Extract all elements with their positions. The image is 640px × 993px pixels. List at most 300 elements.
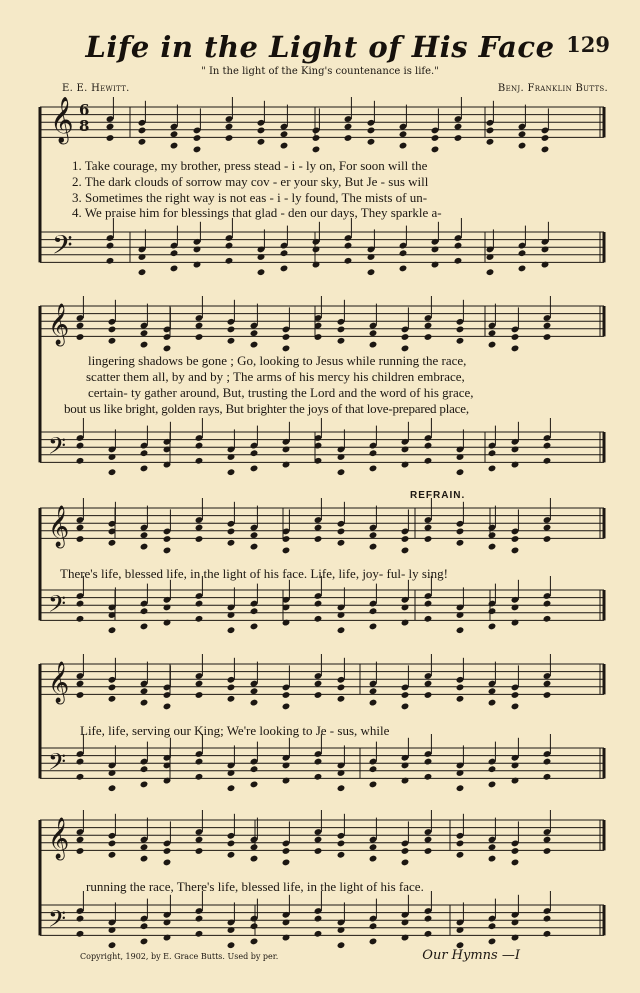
refrain-label: REFRAIN. [410, 490, 466, 501]
note-head [250, 449, 259, 457]
note-head [488, 922, 497, 930]
note-head [312, 134, 321, 142]
note-head [488, 938, 497, 946]
note-head [541, 146, 550, 154]
treble-clef-icon: 𝄞 [48, 662, 70, 703]
note-head [488, 543, 497, 551]
note-head [227, 626, 236, 634]
note-head [486, 268, 495, 276]
note-head [543, 600, 552, 608]
note-head [282, 547, 291, 555]
note-head [543, 535, 552, 543]
note-head [76, 847, 85, 855]
note-head [369, 765, 378, 773]
note-head [282, 847, 291, 855]
refrain-line-1: There's life, blessed life, in the light of his face. Life, life, joy- ful- ly sing! [60, 566, 448, 581]
note-head [76, 333, 85, 341]
note-head [193, 146, 202, 154]
note-head [108, 769, 117, 777]
note-head [401, 691, 410, 699]
note-head [456, 468, 465, 476]
note-head [456, 539, 465, 547]
note-head [488, 623, 497, 631]
note-head [543, 442, 552, 450]
note-head [163, 859, 172, 867]
note-head [195, 535, 204, 543]
note-head [312, 246, 321, 254]
note-head [195, 457, 204, 465]
note-head [282, 446, 291, 454]
note-head [486, 253, 495, 261]
note-head [424, 773, 433, 781]
note-head [488, 465, 497, 473]
note-head [543, 758, 552, 766]
note-head [314, 600, 323, 608]
note-head [227, 784, 236, 792]
note-head [257, 138, 266, 146]
note-head [401, 703, 410, 711]
note-head [456, 611, 465, 619]
note-head [227, 539, 236, 547]
treble-clef-icon: 𝄞 [50, 97, 74, 143]
note-head [488, 699, 497, 707]
note-head [401, 777, 410, 785]
refrain-line-2: Life, life, serving our King; We're looking to Je - sus, while [80, 723, 390, 738]
note-head [518, 265, 527, 273]
note-head [193, 134, 202, 142]
note-head [227, 695, 236, 703]
note-head [108, 851, 117, 859]
note-head [163, 703, 172, 711]
note-head [344, 242, 353, 250]
note-head [456, 784, 465, 792]
note-head [108, 326, 117, 334]
note-head [401, 604, 410, 612]
note-head [163, 619, 172, 627]
note-head [108, 626, 117, 634]
note-head [280, 265, 289, 273]
note-head [227, 941, 236, 949]
note-head [543, 930, 552, 938]
note-head [424, 615, 433, 623]
note-head [456, 695, 465, 703]
note-head [108, 539, 117, 547]
verse-3-line-1: 3. Sometimes the right way is not eas - i - ly found, The mists of un- [72, 190, 428, 205]
note-head [367, 138, 376, 146]
note-head [108, 468, 117, 476]
note-head [257, 268, 266, 276]
note-head [140, 543, 149, 551]
verse-1-line-2: lingering shadows be gone ; Go, looking to Jesus while running the race, [88, 353, 467, 368]
note-head [76, 615, 85, 623]
note-head [369, 781, 378, 789]
note-head [227, 453, 236, 461]
note-head [108, 840, 117, 848]
note-head [314, 773, 323, 781]
note-head [337, 784, 346, 792]
page-number: 129 [566, 32, 610, 57]
note-head [314, 915, 323, 923]
note-head [140, 465, 149, 473]
note-head [138, 127, 147, 135]
note-head [511, 919, 520, 927]
note-head [108, 337, 117, 345]
note-head [282, 703, 291, 711]
note-head [108, 453, 117, 461]
note-head [337, 337, 346, 345]
note-head [399, 265, 408, 273]
note-head [314, 535, 323, 543]
note-head [225, 134, 234, 142]
note-head [227, 926, 236, 934]
note-head [140, 449, 149, 457]
note-head [541, 134, 550, 142]
note-head [140, 341, 149, 349]
bass-clef-icon: 𝄢 [48, 905, 67, 938]
note-head [282, 859, 291, 867]
note-head [337, 528, 346, 536]
note-head [511, 691, 520, 699]
bass-clef-icon: 𝄢 [48, 590, 67, 623]
note-head [488, 341, 497, 349]
note-head [250, 465, 259, 473]
note-head [138, 268, 147, 276]
note-head [163, 604, 172, 612]
note-head [424, 930, 433, 938]
note-head [454, 134, 463, 142]
note-head [543, 915, 552, 923]
note-head [456, 528, 465, 536]
note-head [195, 758, 204, 766]
note-head [337, 626, 346, 634]
note-head [401, 446, 410, 454]
note-head [76, 691, 85, 699]
note-head [227, 468, 236, 476]
note-head [282, 934, 291, 942]
note-head [282, 345, 291, 353]
note-head [195, 615, 204, 623]
note-head [337, 769, 346, 777]
note-head [369, 465, 378, 473]
bass-clef-icon: 𝄢 [48, 432, 67, 465]
note-head [456, 769, 465, 777]
note-head [140, 938, 149, 946]
note-head [76, 442, 85, 450]
note-head [511, 547, 520, 555]
note-head [140, 855, 149, 863]
note-head [511, 762, 520, 770]
note-head [314, 615, 323, 623]
note-head [250, 623, 259, 631]
note-head [369, 938, 378, 946]
note-head [257, 253, 266, 261]
note-head [456, 851, 465, 859]
note-head [337, 926, 346, 934]
note-head [227, 684, 236, 692]
note-head [140, 922, 149, 930]
treble-clef-icon: 𝄞 [48, 304, 70, 345]
note-head [227, 326, 236, 334]
note-head [138, 253, 147, 261]
note-head [488, 781, 497, 789]
note-head [170, 249, 179, 257]
note-head [541, 261, 550, 269]
note-head [431, 246, 440, 254]
note-head [195, 333, 204, 341]
note-head [399, 249, 408, 257]
hymn-title: Life in the Light of His Face [85, 30, 555, 64]
note-head [312, 261, 321, 269]
note-head [511, 619, 520, 627]
note-head [280, 142, 289, 150]
note-head [76, 930, 85, 938]
note-head [170, 265, 179, 273]
note-head [431, 261, 440, 269]
note-head [401, 762, 410, 770]
composer-credit: Benj. Franklin Butts. [497, 83, 608, 94]
note-head [456, 337, 465, 345]
note-head [518, 249, 527, 257]
note-head [401, 345, 410, 353]
note-head [140, 623, 149, 631]
note-head [195, 773, 204, 781]
note-head [140, 699, 149, 707]
note-head [424, 600, 433, 608]
note-head [456, 326, 465, 334]
note-head [282, 691, 291, 699]
note-head [337, 326, 346, 334]
note-head [227, 851, 236, 859]
note-head [314, 847, 323, 855]
note-head [250, 781, 259, 789]
verse-2-line-2: scatter them all, by and by ; The arms of his mercy his children embrace, [86, 369, 465, 384]
note-head [195, 442, 204, 450]
bass-clef-icon: 𝄢 [48, 748, 67, 781]
note-head [195, 930, 204, 938]
note-head [511, 859, 520, 867]
note-head [401, 333, 410, 341]
note-head [337, 684, 346, 692]
note-head [424, 535, 433, 543]
note-head [401, 619, 410, 627]
note-head [193, 246, 202, 254]
note-head [488, 855, 497, 863]
note-head [195, 691, 204, 699]
note-head [250, 765, 259, 773]
note-head [106, 257, 115, 265]
note-head [76, 758, 85, 766]
note-head [337, 539, 346, 547]
note-head [424, 442, 433, 450]
note-head [250, 938, 259, 946]
bass-clef-icon: 𝄢 [52, 229, 73, 267]
note-head [399, 142, 408, 150]
note-head [401, 859, 410, 867]
note-head [511, 934, 520, 942]
note-head [456, 626, 465, 634]
note-head [337, 468, 346, 476]
note-head [511, 604, 520, 612]
note-head [488, 765, 497, 773]
note-head [424, 758, 433, 766]
note-head [511, 333, 520, 341]
note-head [337, 941, 346, 949]
note-head [280, 249, 289, 257]
note-head [424, 847, 433, 855]
note-head [282, 777, 291, 785]
note-head [163, 847, 172, 855]
note-head [250, 922, 259, 930]
note-head [511, 345, 520, 353]
note-head [193, 261, 202, 269]
note-head [76, 773, 85, 781]
note-head [337, 840, 346, 848]
note-head [227, 528, 236, 536]
note-head [108, 684, 117, 692]
note-head [401, 547, 410, 555]
note-head [369, 855, 378, 863]
note-head [369, 699, 378, 707]
note-head [424, 457, 433, 465]
note-head [337, 851, 346, 859]
note-head [170, 142, 179, 150]
note-head [454, 242, 463, 250]
verse-4-line-1: 4. We praise him for blessings that glad - den our days, They sparkle a- [72, 205, 442, 220]
note-head [369, 341, 378, 349]
note-head [225, 242, 234, 250]
note-head [250, 543, 259, 551]
note-head [401, 934, 410, 942]
verse-2-line-1: 2. The dark clouds of sorrow may cov - er your sky, But Je - sus will [72, 174, 429, 189]
note-head [369, 543, 378, 551]
note-head [312, 146, 321, 154]
note-head [314, 758, 323, 766]
note-head [108, 695, 117, 703]
note-head [163, 547, 172, 555]
note-head [511, 535, 520, 543]
note-head [282, 461, 291, 469]
note-head [227, 337, 236, 345]
note-head [314, 691, 323, 699]
treble-clef-icon: 𝄞 [48, 506, 70, 547]
note-head [488, 449, 497, 457]
note-head [250, 607, 259, 615]
note-head [195, 847, 204, 855]
note-head [106, 134, 115, 142]
note-head [250, 855, 259, 863]
note-head [337, 611, 346, 619]
lyricist-credit: E. E. Hewitt. [62, 83, 130, 94]
note-head [456, 684, 465, 692]
note-head [401, 535, 410, 543]
note-head [163, 535, 172, 543]
note-head [431, 134, 440, 142]
note-head [456, 840, 465, 848]
note-head [369, 449, 378, 457]
book-reference: Our Hymns —I [422, 948, 520, 963]
note-head [511, 461, 520, 469]
note-head [543, 333, 552, 341]
note-head [227, 611, 236, 619]
note-head [511, 703, 520, 711]
note-head [225, 257, 234, 265]
note-head [518, 142, 527, 150]
note-head [250, 341, 259, 349]
note-head [140, 765, 149, 773]
note-head [369, 922, 378, 930]
note-head [227, 769, 236, 777]
note-head [282, 762, 291, 770]
note-head [511, 777, 520, 785]
note-head [486, 127, 495, 135]
note-head [543, 457, 552, 465]
note-head [163, 919, 172, 927]
note-head [250, 699, 259, 707]
verse-1-line-1: 1. Take courage, my brother, press stead - i - ly on, For soon will the [72, 158, 428, 173]
time-signature-bottom: 8 [79, 117, 90, 135]
note-head [282, 333, 291, 341]
note-head [140, 781, 149, 789]
verse-4-line-2: bout us like bright, golden rays, But brighter the joys of that love-prepared place, [64, 401, 469, 416]
note-head [195, 915, 204, 923]
note-head [337, 695, 346, 703]
note-head [108, 941, 117, 949]
note-head [543, 615, 552, 623]
note-head [195, 600, 204, 608]
note-head [367, 253, 376, 261]
copyright-notice: Copyright, 1902, by E. Grace Butts. Used by per. [80, 952, 279, 961]
epigraph: " In the light of the King's countenance is life." [201, 66, 439, 77]
note-head [76, 535, 85, 543]
note-head [76, 457, 85, 465]
note-head [344, 134, 353, 142]
note-head [76, 915, 85, 923]
note-head [369, 623, 378, 631]
treble-clef-icon: 𝄞 [48, 818, 70, 859]
note-head [163, 934, 172, 942]
note-head [543, 773, 552, 781]
note-head [424, 915, 433, 923]
note-head [108, 784, 117, 792]
note-head [76, 600, 85, 608]
time-signature-top: 6 [79, 101, 90, 119]
note-head [511, 446, 520, 454]
note-head [369, 607, 378, 615]
note-head [344, 257, 353, 265]
note-head [401, 847, 410, 855]
note-head [543, 691, 552, 699]
note-head [456, 926, 465, 934]
note-head [314, 930, 323, 938]
refrain-line-3: running the race, There's life, blessed life, in the light of his face. [86, 879, 424, 894]
note-head [486, 138, 495, 146]
note-head [431, 146, 440, 154]
note-head [424, 333, 433, 341]
verse-3-line-2: certain- ty gather around, But, trusting the Lord and the word of his grace, [88, 385, 474, 400]
note-head [424, 691, 433, 699]
note-head [541, 246, 550, 254]
note-head [257, 127, 266, 135]
note-head [367, 268, 376, 276]
note-head [511, 847, 520, 855]
note-head [401, 919, 410, 927]
note-head [138, 138, 147, 146]
note-head [163, 345, 172, 353]
note-head [401, 461, 410, 469]
note-head [108, 926, 117, 934]
note-head [367, 127, 376, 135]
note-head [454, 257, 463, 265]
